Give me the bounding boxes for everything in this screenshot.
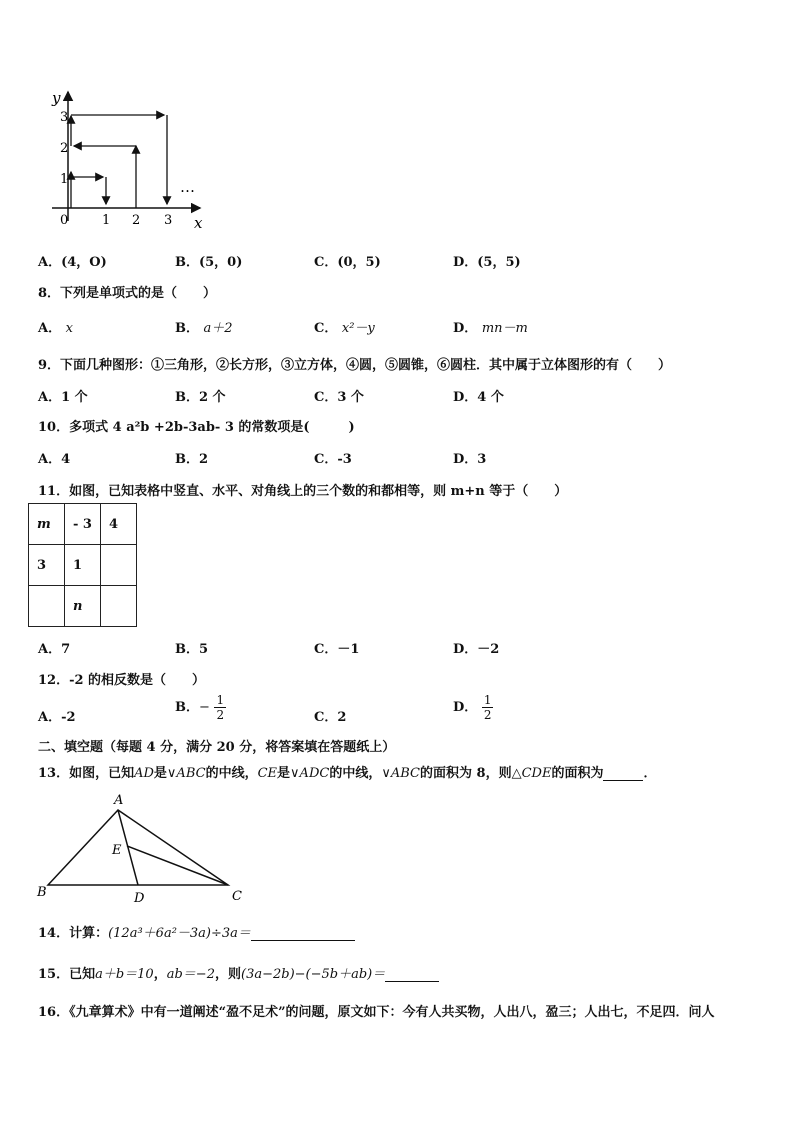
x-tick-2: 2 bbox=[132, 213, 141, 228]
q11-option-a[interactable]: A．7 bbox=[38, 642, 71, 657]
q11-magic-table bbox=[28, 503, 137, 627]
y-tick-1: 1 bbox=[60, 172, 69, 187]
q8-option-a[interactable]: A． x bbox=[38, 321, 73, 336]
q9-option-c[interactable]: C．3 个 bbox=[314, 390, 364, 405]
table-cell: 4 bbox=[101, 504, 137, 545]
table-cell: 1 bbox=[65, 545, 101, 586]
q7-option-a[interactable]: A．(4，O) bbox=[38, 255, 107, 270]
q7-option-c[interactable]: C．(0，5) bbox=[314, 255, 381, 270]
q13-text: 13．如图，已知AD是∨ABC的中线，CE是∨ADC的中线，∨ABC的面积为 8，则△CDE的面积为 ． bbox=[38, 766, 657, 781]
q9-option-b[interactable]: B．2 个 bbox=[175, 390, 226, 405]
q10-option-d[interactable]: D．3 bbox=[453, 452, 487, 467]
table-cell bbox=[29, 586, 65, 627]
table-cell bbox=[101, 586, 137, 627]
section-heading: 二、填空题（每题 4 分，满分 20 分，将答案填在答题纸上） bbox=[38, 740, 396, 755]
table-cell bbox=[101, 545, 137, 586]
vertex-c-label: C bbox=[232, 889, 242, 904]
x-tick-1: 1 bbox=[102, 213, 111, 228]
q12-option-c[interactable]: C．2 bbox=[314, 710, 347, 725]
q16-text: 16．《九章算术》中有一道阐述“盈不足术”的问题，原文如下：今有人共买物，人出八，盈三；人出七，不足四．问人 bbox=[38, 1005, 715, 1020]
answer-blank[interactable] bbox=[251, 925, 355, 941]
q8-option-c[interactable]: C． x²－y bbox=[314, 321, 375, 336]
fraction: $\frac{1}{2}$ bbox=[483, 693, 492, 722]
q10-option-c[interactable]: C．-3 bbox=[314, 452, 352, 467]
q12-text: 12．-2 的相反数是（ ） bbox=[38, 673, 206, 688]
y-tick-2: 2 bbox=[60, 141, 69, 156]
q11-option-d[interactable]: D．－2 bbox=[453, 642, 500, 657]
ellipsis: … bbox=[180, 178, 195, 196]
q10-option-a[interactable]: A．4 bbox=[38, 452, 71, 467]
table-cell: n bbox=[65, 586, 101, 627]
q11-option-c[interactable]: C．－1 bbox=[314, 642, 360, 657]
q8-text: 8．下列是单项式的是（ ） bbox=[38, 286, 217, 301]
x-axis-label: x bbox=[194, 214, 203, 232]
answer-blank[interactable] bbox=[385, 966, 439, 982]
table-cell: 3 bbox=[29, 545, 65, 586]
q9-text: 9．下面几种图形：①三角形，②长方形，③立方体，④圆，⑤圆锥，⑥圆柱．其中属于立体图形的有（ ） bbox=[38, 358, 672, 373]
triangle-figure bbox=[34, 790, 254, 908]
q10-text: 10．多项式 4 a²b +2b-3ab- 3 的常数项是( ) bbox=[38, 420, 355, 435]
origin-label: 0 bbox=[60, 213, 69, 228]
q12-option-d[interactable]: D． $\frac{1}{2}$ bbox=[453, 693, 492, 722]
q9-option-d[interactable]: D．4 个 bbox=[453, 390, 504, 405]
table-cell: - 3 bbox=[65, 504, 101, 545]
y-axis-label: y bbox=[52, 89, 61, 107]
coordinate-figure bbox=[40, 86, 220, 232]
q12-option-b[interactable]: B．− $\frac{1}{2}$ bbox=[175, 693, 225, 722]
table-cell: m bbox=[29, 504, 65, 545]
q11-text: 11．如图，已知表格中竖直、水平、对角线上的三个数的和都相等，则 m+n 等于（ ） bbox=[38, 484, 568, 499]
q10-option-b[interactable]: B．2 bbox=[175, 452, 209, 467]
vertex-b-label: B bbox=[37, 885, 47, 900]
q12-option-a[interactable]: A．-2 bbox=[38, 710, 76, 725]
point-d-label: D bbox=[134, 891, 145, 906]
q14-text: 14．计算：(12a³＋6a²－3a)÷3a＝ bbox=[38, 922, 355, 941]
point-e-label: E bbox=[112, 843, 122, 858]
q7-option-d[interactable]: D．(5，5) bbox=[453, 255, 521, 270]
fraction: $\frac{1}{2}$ bbox=[216, 693, 225, 722]
q8-option-d[interactable]: D． mn－m bbox=[453, 321, 528, 336]
q11-option-b[interactable]: B．5 bbox=[175, 642, 209, 657]
answer-blank[interactable] bbox=[603, 765, 643, 781]
q7-option-b[interactable]: B．(5，0) bbox=[175, 255, 243, 270]
y-tick-3: 3 bbox=[60, 110, 69, 125]
q8-option-b[interactable]: B． a＋2 bbox=[175, 321, 233, 336]
q15-text: 15．已知a＋b＝10，ab＝−2，则(3a−2b)−(−5b＋ab)＝ bbox=[38, 963, 439, 982]
q9-option-a[interactable]: A．1 个 bbox=[38, 390, 88, 405]
vertex-a-label: A bbox=[114, 793, 124, 808]
x-tick-3: 3 bbox=[164, 213, 173, 228]
